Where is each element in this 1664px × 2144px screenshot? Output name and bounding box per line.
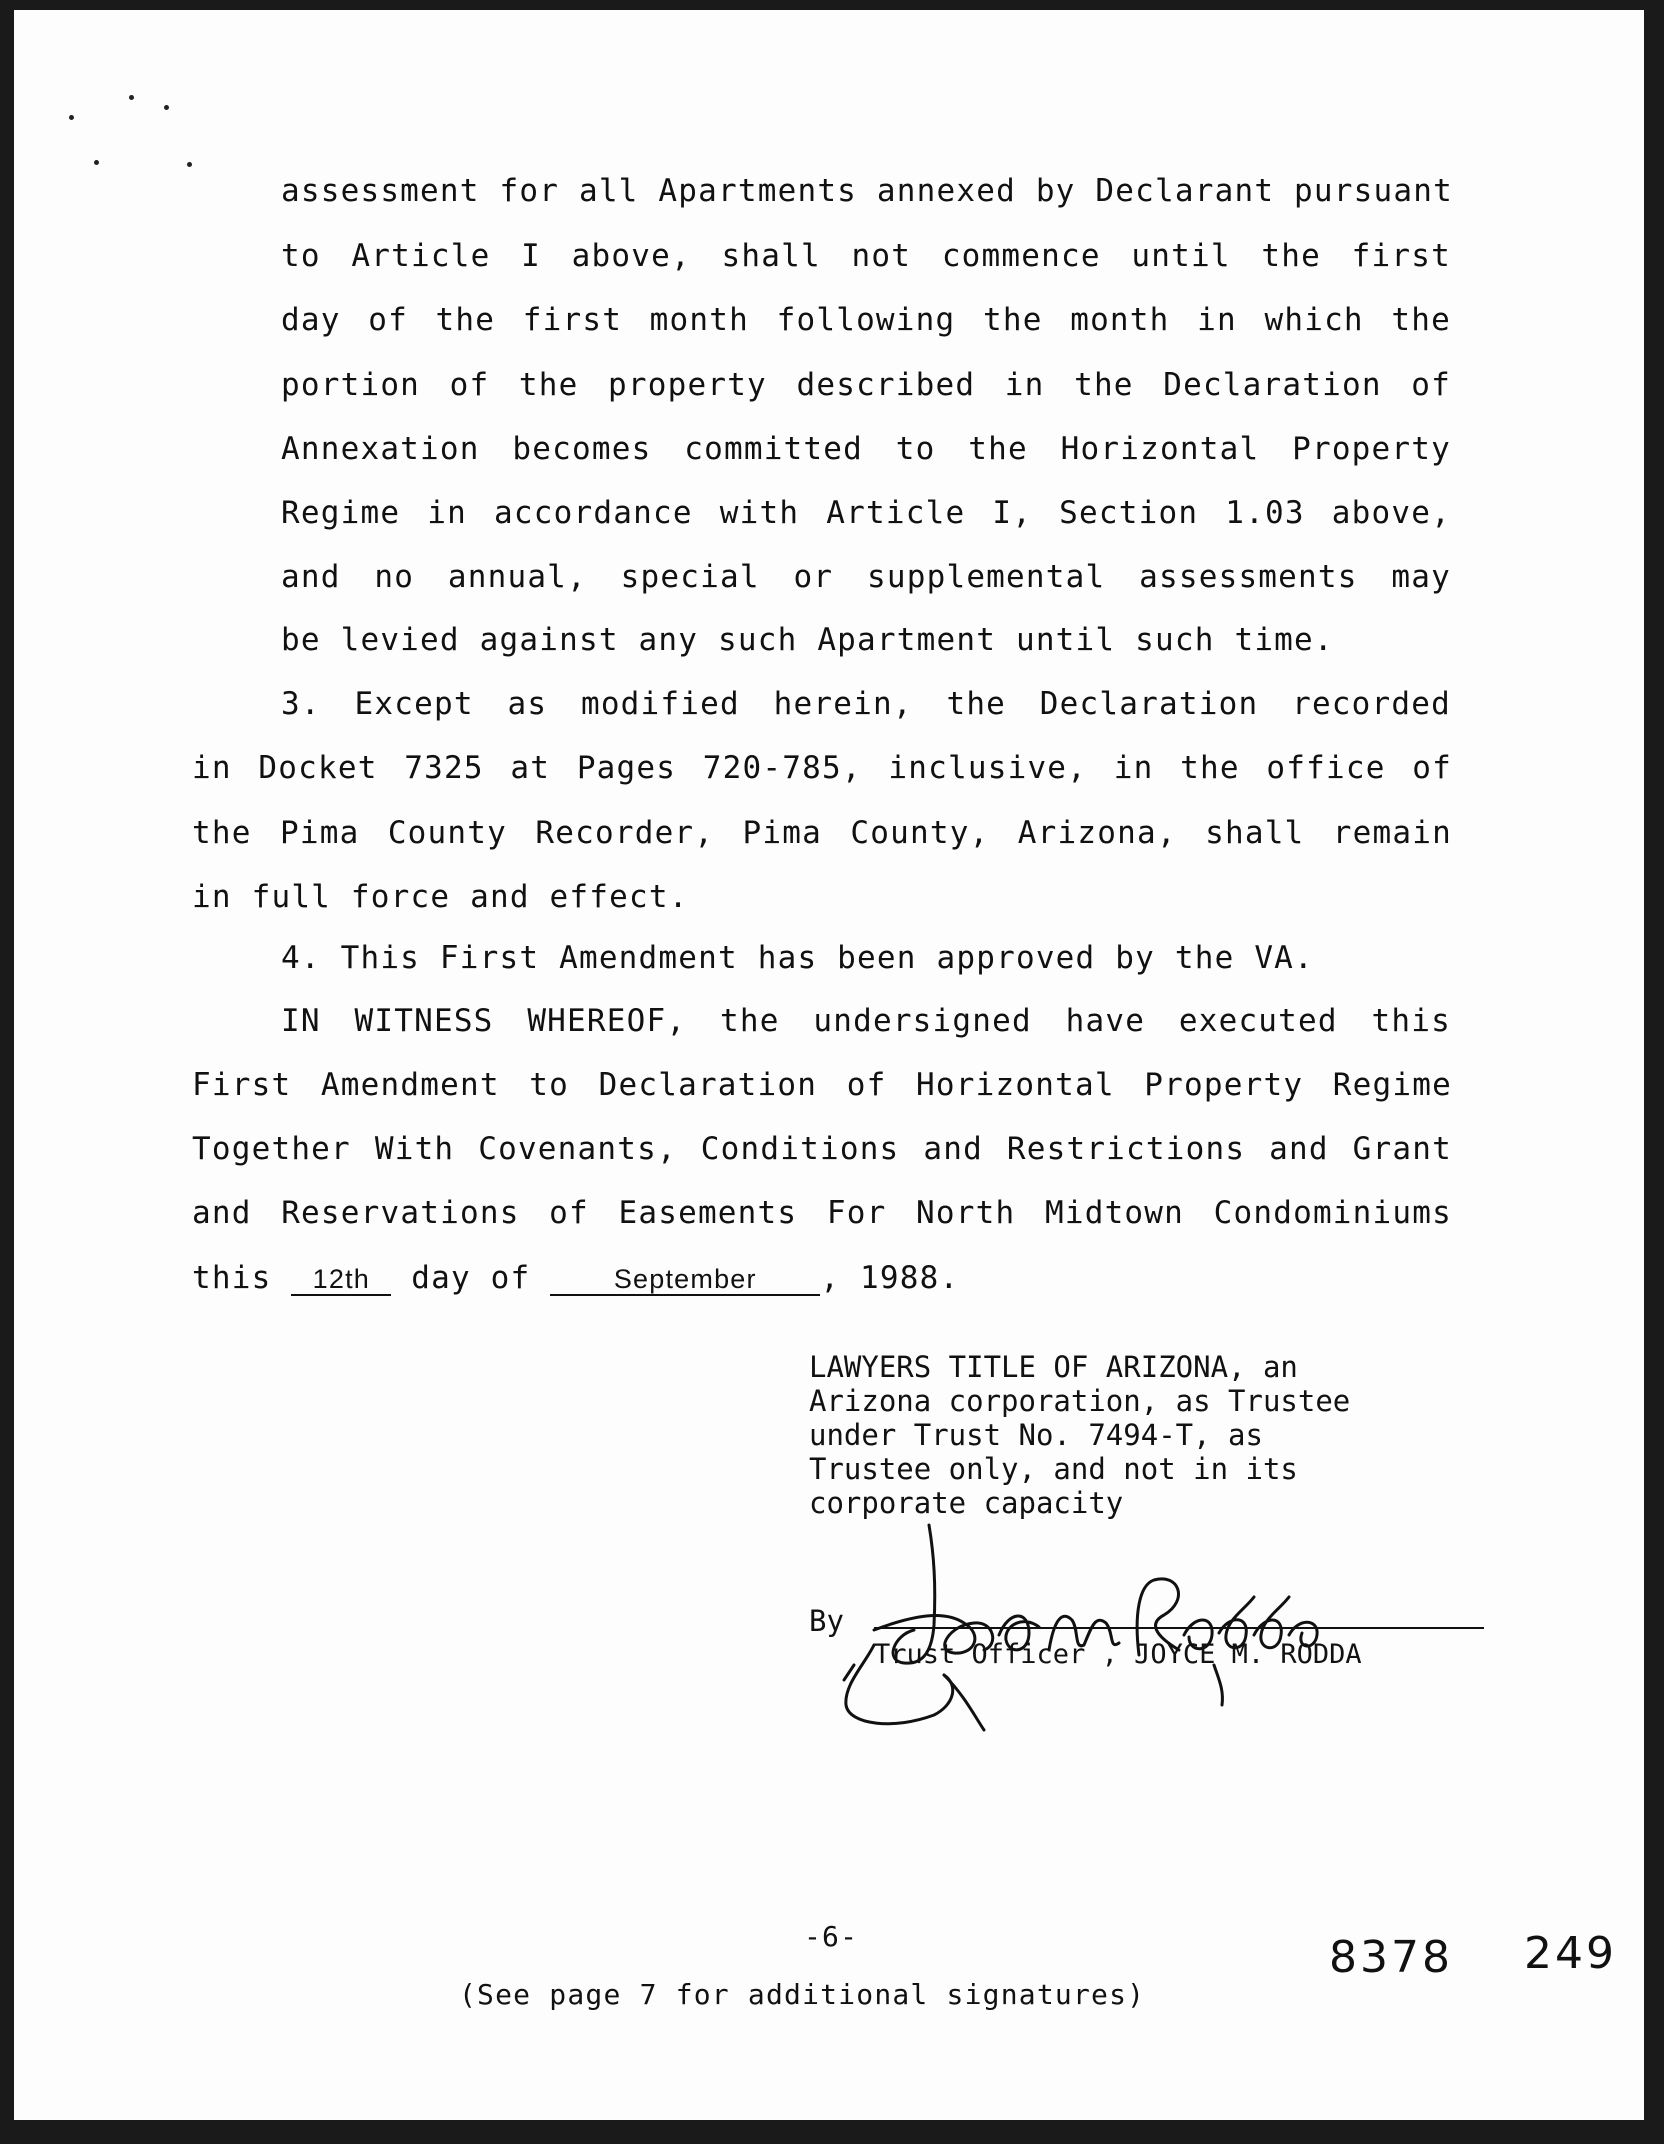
trustee-line: Trustee only, and not in its: [809, 1452, 1298, 1486]
day-field: 12th: [291, 1264, 391, 1296]
text-line: in Docket 7325 at Pages 720-785, inclusive, in the office of: [192, 750, 1452, 786]
text-line: to Article I above, shall not commence until the first: [281, 238, 1451, 274]
scan-speck: [69, 115, 74, 120]
text-line: First Amendment to Declaration of Horizontal Property Regime: [192, 1067, 1452, 1103]
date-prefix: this: [192, 1260, 272, 1296]
date-line: [192, 1260, 1452, 1296]
page-number: -6-: [804, 1920, 859, 1953]
additional-signatures-note: (See page 7 for additional signatures): [459, 1978, 1146, 2011]
text-line: IN WITNESS WHEREOF, the undersigned have executed this: [281, 1003, 1451, 1039]
scan-speck: [94, 160, 99, 165]
date-middle: day of: [411, 1260, 531, 1296]
docket-number: 8378: [1329, 1932, 1453, 1983]
text-line: Annexation becomes committed to the Horizontal Property: [281, 431, 1451, 467]
trustee-line: under Trust No. 7494-T, as: [809, 1418, 1263, 1452]
text-line: 4. This First Amendment has been approved by the VA.: [281, 940, 1314, 976]
text-line: Regime in accordance with Article I, Section 1.03 above,: [281, 495, 1451, 531]
text-line: Together With Covenants, Conditions and Restrictions and Grant: [192, 1131, 1452, 1167]
document-page: [14, 10, 1644, 2120]
text-line: and Reservations of Easements For North Midtown Condominiums: [192, 1195, 1452, 1231]
scan-speck: [164, 105, 169, 110]
text-line: and no annual, special or supplemental assessments may: [281, 559, 1451, 595]
handwritten-signature: [834, 1515, 1394, 1735]
officer-caption: Trust Officer , JOYCE M. RODDA: [874, 1639, 1362, 1670]
trustee-line: corporate capacity: [809, 1486, 1124, 1520]
docket-page: 249: [1524, 1928, 1617, 1979]
text-line: the Pima County Recorder, Pima County, Arizona, shall remain: [192, 815, 1452, 851]
text-line: portion of the property described in the Declaration of: [281, 367, 1451, 403]
scan-speck: [129, 95, 134, 100]
year-suffix: , 1988.: [820, 1260, 960, 1296]
trustee-line: Arizona corporation, as Trustee: [809, 1384, 1351, 1418]
text-line: day of the first month following the month in which the: [281, 302, 1451, 338]
text-line: be levied against any such Apartment until such time.: [281, 622, 1334, 658]
trustee-line: LAWYERS TITLE OF ARIZONA, an: [809, 1350, 1298, 1384]
text-line: in full force and effect.: [192, 879, 689, 915]
by-label: By: [809, 1604, 844, 1638]
scan-speck: [187, 162, 192, 167]
month-field: September: [550, 1264, 820, 1296]
text-line: assessment for all Apartments annexed by Declarant pursuant: [281, 173, 1453, 209]
text-line: 3. Except as modified herein, the Declaration recorded: [281, 686, 1451, 722]
